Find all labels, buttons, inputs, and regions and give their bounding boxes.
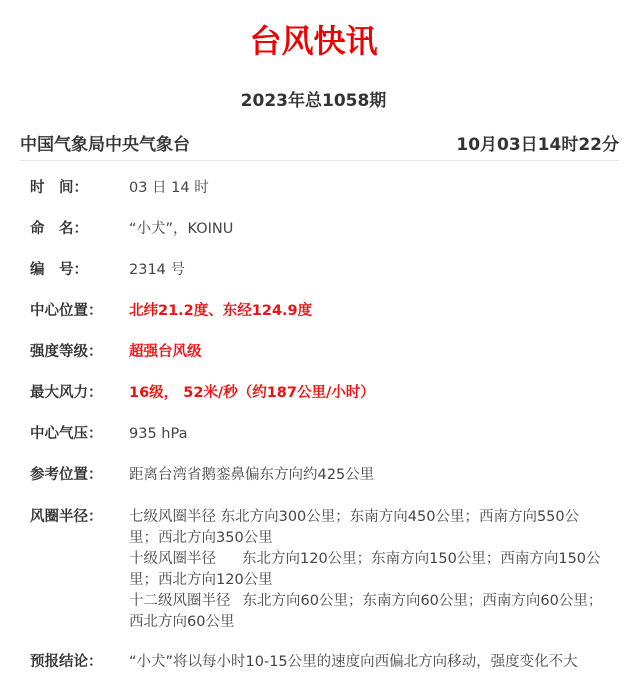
field-intensity-label: 强度等级： [30, 344, 103, 360]
field-max-wind-label: 最大风力： [30, 385, 103, 401]
field-intensity-value: 超强台风级 [129, 344, 202, 360]
field-radius-value [129, 507, 607, 633]
radius-level10 [129, 549, 607, 591]
field-reference-label: 参考位置： [30, 467, 103, 483]
field-radius-label: 风圈半径： [30, 509, 103, 525]
field-forecast-value: “小犬”将以每小时10-15公里的速度向西偏北方向移动，强度变化不大 [129, 654, 578, 670]
radius-level10-value: 东北方向120公里；东南方向150公里；西南方向150公里；西北方向120公里 [129, 551, 601, 588]
field-pressure-label: 中心气压： [30, 426, 103, 442]
radius-level10-name: 十级风圈半径 [129, 551, 216, 567]
radius-level12-value: 东北方向60公里；东南方向60公里；西南方向60公里；西北方向60公里 [129, 593, 603, 630]
bulletin-header [20, 132, 619, 161]
field-max-wind-value: 16级， 52米/秒（约187公里/小时） [129, 385, 375, 401]
page-title: 台风快讯 [249, 22, 378, 60]
field-number-label: 编 号： [30, 262, 88, 278]
radius-level7 [129, 507, 607, 549]
field-center-label: 中心位置： [30, 303, 103, 319]
field-number-value: 2314 号 [129, 262, 186, 278]
field-time-label: 时 间： [30, 180, 88, 196]
agency-name: 中国气象局中央气象台 [20, 135, 190, 155]
radius-level12 [129, 591, 607, 633]
field-center-value: 北纬21.2度、东经124.9度 [129, 303, 313, 319]
radius-level12-name: 十二级风圈半径 [129, 593, 231, 609]
field-pressure-value: 935 hPa [129, 426, 188, 442]
radius-level7-value: 东北方向300公里；东南方向450公里；西南方向550公里；西北方向350公里 [129, 509, 580, 546]
field-name-label: 命 名： [30, 221, 88, 237]
field-name-value: “小犬”，KOINU [129, 221, 234, 237]
issue-number: 2023年总1058期 [240, 91, 387, 111]
field-forecast-label: 预报结论： [30, 654, 103, 670]
field-reference-value: 距离台湾省鹅銮鼻偏东方向约425公里 [129, 467, 375, 483]
bulletin-datetime: 10月03日14时22分 [456, 135, 619, 155]
field-time-value: 03 日 14 时 [129, 180, 209, 196]
radius-level7-name: 七级风圈半径 [129, 509, 216, 525]
